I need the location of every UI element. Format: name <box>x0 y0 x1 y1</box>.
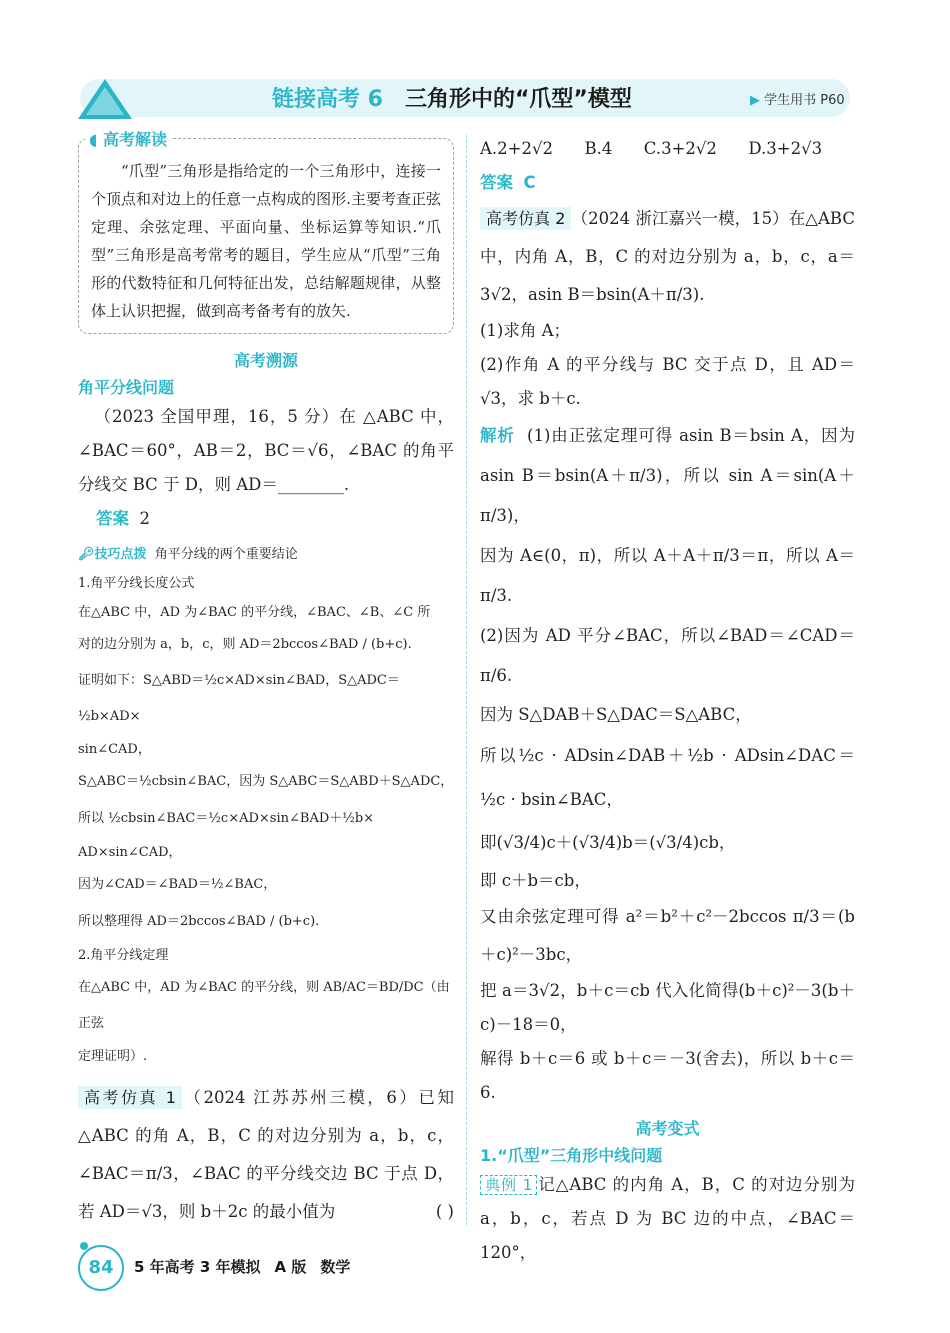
tips-line: AD×sin∠CAD， <box>78 845 182 860</box>
solution-line: 即 c＋b＝cb， <box>480 871 591 890</box>
header-triangle-icon <box>76 77 134 121</box>
variant-title: 高考变式 <box>635 1119 700 1138</box>
variant-subtitle: 1.“爪型”三角形中线问题 <box>480 1146 663 1165</box>
source-problem: （2023 全国甲理，16，5 分）在 △ABC 中，∠BAC＝60°，AB＝2，BC＝√6，∠BAC 的角平分线交 BC 于 D，则 AD＝________. <box>78 407 454 494</box>
sim1-options: A.2+2√2 B.4 C.3+2√2 D.3+2√3 <box>480 139 823 158</box>
footer-text <box>134 1256 364 1277</box>
header-title-main: 三角形中的“爪型”模型 <box>404 87 632 112</box>
solution-part1: 解析 (1)由正弦定理可得 asin B＝bsin A，因为 asin B＝bsin(A＋π/3)，所以 sin A＝sin(A＋π/3)， <box>480 426 855 525</box>
solution-line: 即(√3/4)c＋(√3/4)b＝(√3/4)cb， <box>480 833 736 852</box>
example-label: 典例 1 <box>480 1175 537 1195</box>
tips-line: 2.角平分线定理 <box>78 948 169 963</box>
solution-line: 因为 S△DAB＋S△DAC＝S△ABC， <box>480 705 752 724</box>
tips-header <box>78 540 454 569</box>
column-divider <box>466 135 467 1225</box>
source-title: 高考溯源 <box>233 351 298 370</box>
solution-line: 又由余弦定理可得 a²＝b²＋c²－2bccos π/3＝(b＋c)²－3bc， <box>480 907 855 964</box>
footer-book: 5 年高考 3 年模拟 <box>134 1258 261 1276</box>
solution-line: 把 a＝3√2，b＋c＝cb 代入化简得(b＋c)²－3(b＋c)－18＝0， <box>480 981 855 1034</box>
tips-line: 对的边分别为 a，b，c，则 AD＝2bccos∠BAD / (b+c). <box>78 637 412 652</box>
solution-line: 解得 b＋c＝6 或 b＋c＝－3(舍去)，所以 b＋c＝6. <box>480 1049 855 1102</box>
tips-body <box>78 569 454 1071</box>
header-title <box>272 82 632 113</box>
footer-edition: A 版 <box>274 1258 307 1276</box>
page-number: 84 <box>78 1245 124 1291</box>
tips-line: sin∠CAD， <box>78 742 151 757</box>
footer-subject: 数学 <box>320 1258 351 1276</box>
intro-title: ◖ 高考解读 <box>85 127 171 150</box>
example-problem: 典例 1 记△ABC 的内角 A，B，C 的对边分别为 a，b，c，若点 D 为 BC 边的中点，∠BAC＝120°， <box>480 1175 856 1262</box>
solution-line: 所以½c · ADsin∠DAB＋½b · ADsin∠DAC＝½c · bsin∠BAC， <box>480 746 855 809</box>
sim1-problem: 高考仿真 1 （2024 江苏苏州三模，6）已知△ABC 的角 A，B，C 的对边分别为 a，b，c，∠BAC＝π/3，∠BAC 的平分线交边 BC 于点 D，若 AD＝√3，则 b＋2c 的最小值为 ( ) <box>78 1079 454 1231</box>
tips-line: 在△ABC 中，AD 为∠BAC 的平分线，则 AB/AC＝BD/DC（由正弦 <box>78 980 450 1031</box>
sim2-label: 高考仿真 2 <box>480 207 571 230</box>
tips-title: 角平分线的两个重要结论 <box>154 547 298 562</box>
sim2-q1: (1)求角 A； <box>480 321 571 340</box>
right-column <box>480 132 855 1270</box>
tips-label: 🔑︎技巧点拨 <box>78 547 147 562</box>
sim1-label: 高考仿真 1 <box>78 1086 182 1109</box>
header-reference <box>750 89 845 108</box>
solution-line: 因为 A∈(0，π)，所以 A＋A＋π/3＝π，所以 A＝π/3. <box>480 546 855 605</box>
sim1-answer: 答案 C <box>480 173 536 192</box>
sim2-problem: 高考仿真 2 （2024 浙江嘉兴一模，15）在△ABC 中，内角 A，B，C 的对边分别为 a，b，c，a＝3√2，asin B＝bsin(A＋π/3). <box>480 209 855 304</box>
intro-text: “爪型”三角形是指给定的一个三角形中，连接一个顶点和对边上的任意一点构成的图形.主要考查正弦定理、余弦定理、平面向量、坐标运算等知识.“爪型”三角形是高考常考的题目，学生应从“爪型”三角形的代数特征和几何特征出发，总结解题规律，从整体上认识把握，做到高考备考有的放矢. <box>91 162 441 320</box>
solution-line: (2)因为 AD 平分∠BAC，所以∠BAD＝∠CAD＝π/6. <box>480 626 855 685</box>
reference-text: 学生用书 P60 <box>764 93 845 108</box>
tips-line: 定理证明）. <box>78 1049 148 1064</box>
analysis-label: 解析 <box>480 426 515 445</box>
source-subtitle: 角平分线问题 <box>78 378 175 397</box>
key-icon: 🔑︎ <box>78 547 95 562</box>
tips-line: 证明如下：S△ABD＝½c×AD×sin∠BAD，S△ADC＝½b×AD× <box>78 673 400 724</box>
sim2-q2: (2)作角 A 的平分线与 BC 交于点 D，且 AD＝√3，求 b＋c. <box>480 355 855 408</box>
tips-line: 所以整理得 AD＝2bccos∠BAD / (b+c). <box>78 914 320 929</box>
header-title-prefix: 链接高考 6 <box>272 87 383 112</box>
left-column <box>78 132 454 1231</box>
tips-line: 1.角平分线长度公式 <box>78 576 195 591</box>
triangle-right-icon: ▶ <box>750 93 760 108</box>
answer-paren: ( ) <box>435 1202 454 1221</box>
source-answer: 答案 2 <box>96 509 150 528</box>
tips-line: 在△ABC 中，AD 为∠BAC 的平分线，∠BAC、∠B、∠C 所 <box>78 605 431 620</box>
tips-line: 因为∠CAD＝∠BAD＝½∠BAC， <box>78 877 277 892</box>
tips-line: 所以 ½cbsin∠BAC＝½c×AD×sin∠BAD＋½b× <box>78 811 375 826</box>
tips-line: S△ABC＝½cbsin∠BAC，因为 S△ABC＝S△ABD＋S△ADC， <box>78 774 454 789</box>
intro-icon: ◖ <box>89 130 98 149</box>
intro-box <box>78 130 454 334</box>
